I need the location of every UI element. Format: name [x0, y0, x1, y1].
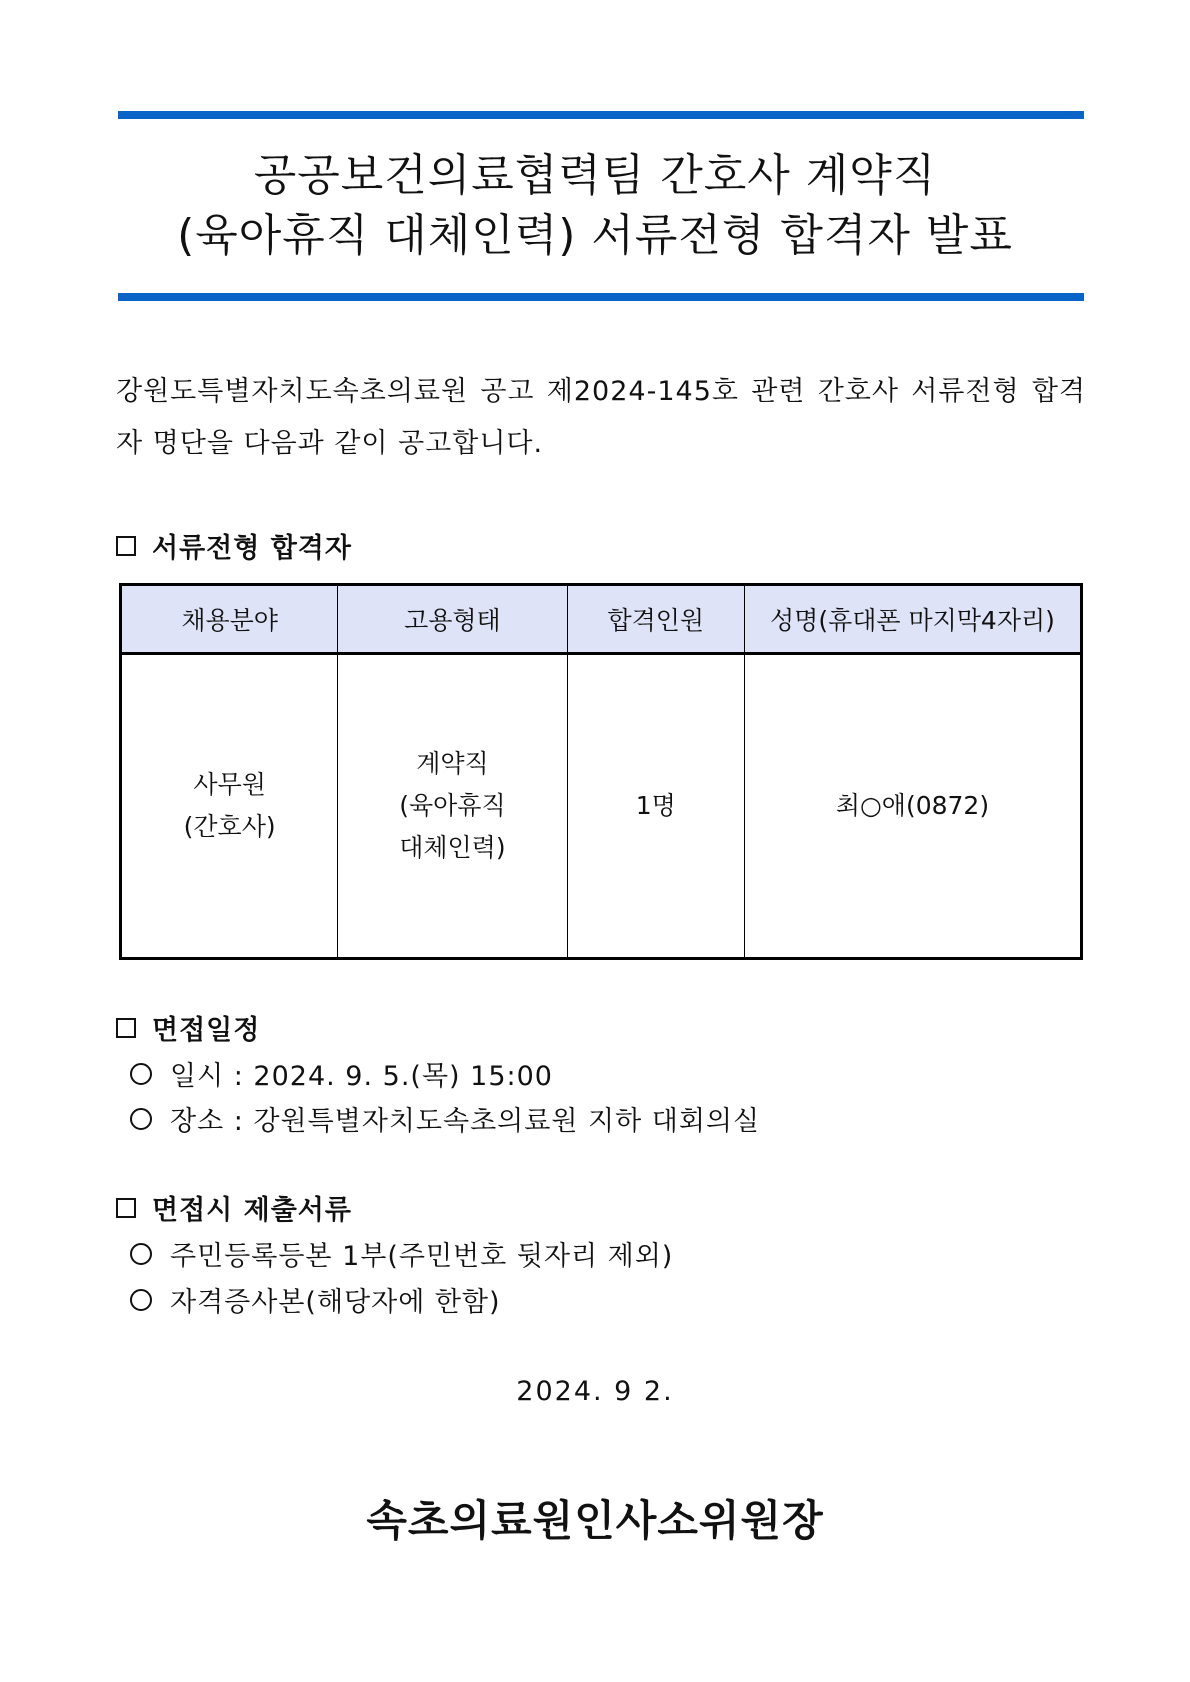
- cell-field: [121, 654, 338, 959]
- section-heading-results-label: 서류전형 합격자: [152, 533, 352, 564]
- circle-outline-icon: [130, 1243, 152, 1265]
- table-row: [121, 654, 1082, 959]
- circle-outline-icon: [130, 1108, 152, 1130]
- interview-item-datetime: [130, 1054, 553, 1093]
- cell-employment-line-3: 대체인력): [399, 833, 506, 862]
- page-title: [0, 148, 1190, 264]
- title-line-2: (육아휴직 대체인력) 서류전형 합격자 발표: [177, 210, 1013, 261]
- announcement-date: 2024. 9 2.: [516, 1376, 674, 1407]
- cell-field-line-1: 사무원: [193, 770, 266, 799]
- section-heading-documents: [116, 1188, 352, 1227]
- section-heading-documents-label: 면접시 제출서류: [152, 1195, 352, 1226]
- header-field: 채용분야: [121, 585, 338, 654]
- interview-item-location: [130, 1099, 760, 1138]
- intro-paragraph: 강원도특별자치도속초의료원 공고 제2024-145호 관련 간호사 서류전형 합격자 명단을 다음과 같이 공고합니다.: [116, 376, 1086, 459]
- interview-item-datetime-text: 일시 : 2024. 9. 5.(목) 15:00: [170, 1061, 553, 1092]
- square-outline-icon: [116, 536, 136, 556]
- cell-employment-line-1: 계약직: [416, 749, 489, 778]
- interview-item-location-text: 장소 : 강원특별자치도속초의료원 지하 대회의실: [170, 1106, 761, 1137]
- cell-name: 최○애(0872): [744, 654, 1081, 959]
- header-name: 성명(휴대폰 마지막4자리): [744, 585, 1081, 654]
- table-header-row: [121, 585, 1082, 654]
- section-heading-interview-label: 면접일정: [152, 1015, 261, 1046]
- header-employment: 고용형태: [338, 585, 567, 654]
- circle-outline-icon: [130, 1289, 152, 1311]
- title-line-1: 공공보건의료협력팀 간호사 계약직: [253, 150, 937, 201]
- cell-field-line-2: (간호사): [183, 812, 276, 841]
- square-outline-icon: [116, 1198, 136, 1218]
- section-heading-results: [116, 526, 352, 565]
- document-item-resident-register: [130, 1234, 673, 1273]
- cell-employment-line-2: (육아휴직: [399, 791, 506, 820]
- circle-outline-icon: [130, 1063, 152, 1085]
- cell-employment: [338, 654, 567, 959]
- signer-name: 속초의료원인사소위원장: [366, 1496, 824, 1545]
- square-outline-icon: [116, 1018, 136, 1038]
- header-count: 합격인원: [567, 585, 744, 654]
- document-item-certificate-text: 자격증사본(해당자에 한함): [170, 1287, 501, 1318]
- bottom-blue-rule: [118, 293, 1084, 301]
- top-blue-rule: [118, 111, 1084, 119]
- document-item-certificate: [130, 1280, 501, 1319]
- results-table: [119, 583, 1083, 960]
- section-heading-interview: [116, 1008, 260, 1047]
- cell-count: 1명: [567, 654, 744, 959]
- document-item-resident-register-text: 주민등록등본 1부(주민번호 뒷자리 제외): [170, 1241, 674, 1272]
